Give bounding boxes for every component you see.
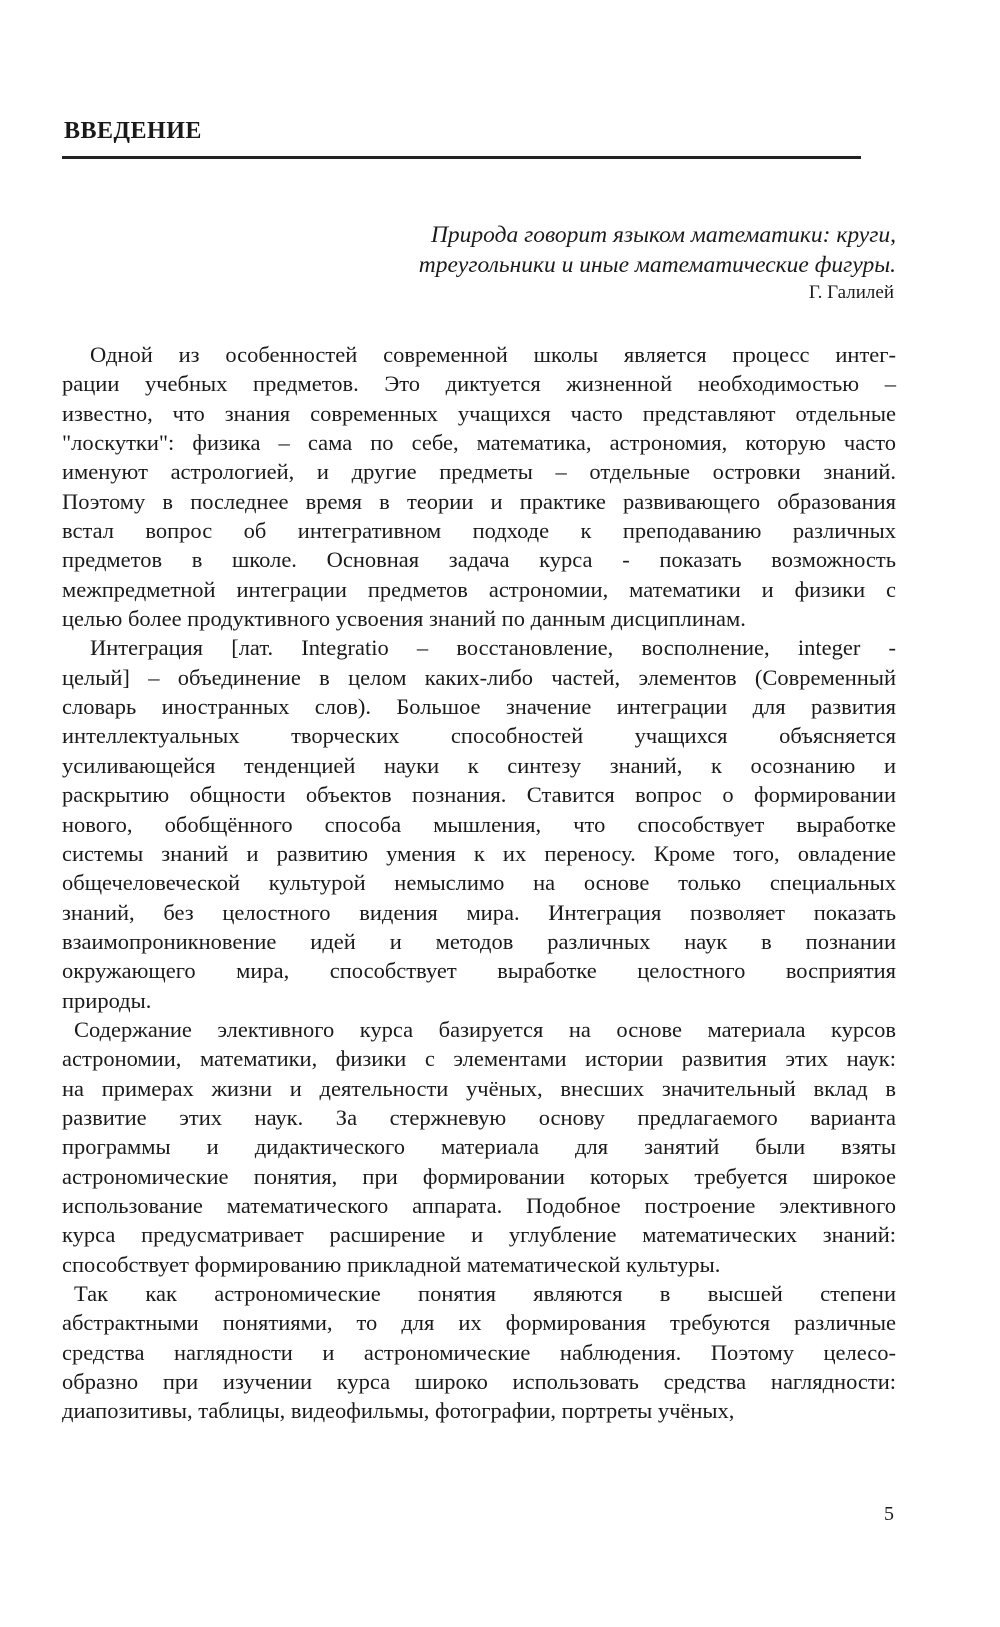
text-line: на примерах жизни и деятельности учёных, внесших значительный вклад в — [62, 1075, 896, 1101]
text-line: общечеловеческой культурой немыслимо на основе только специальных — [62, 870, 896, 896]
text-line: астрономические понятия, при формировании которых требуется широкое — [62, 1163, 896, 1189]
text-line: развитие этих наук. За стержневую основу предлагаемого варианта — [62, 1104, 896, 1130]
section-heading: ВВЕДЕНИЕ — [64, 118, 202, 144]
text-line: Содержание элективного курса базируется на основе материала курсов — [74, 1016, 896, 1042]
text-line: предметов в школе. Основная задача курса - показать возможность — [62, 547, 896, 573]
text-line: Поэтому в последнее время в теории и практике развивающего образования — [62, 488, 896, 514]
text-line: нового, обобщённого способа мышления, что способствует выработке — [62, 811, 896, 837]
text-line: целый] – объединение в целом каких-либо частей, элементов (Современный — [62, 664, 896, 690]
text-line: программы и дидактического материала для занятий были взяты — [62, 1134, 896, 1160]
text-line: способствует формированию прикладной математической культуры. — [62, 1251, 721, 1277]
text-line: интеллектуальных творческих способностей учащихся объясняется — [62, 723, 896, 749]
text-line: природы. — [62, 987, 152, 1013]
text-line: образно при изучении курса широко использовать средства наглядности: — [62, 1369, 896, 1395]
text-line: словарь иностранных слов). Большое значение интеграции для развития — [62, 694, 896, 720]
body-text — [62, 340, 896, 1426]
heading-rule — [62, 156, 861, 159]
text-line: курса предусматривает расширение и углубление математических знаний: — [62, 1222, 896, 1248]
text-line: Одной из особенностей современной школы является процесс интег- — [90, 342, 896, 367]
page-number: 5 — [884, 1503, 894, 1525]
text-line: усиливающейся тенденцией науки к синтезу знаний, к осознанию и — [62, 752, 896, 778]
text-line: известно, что знания современных учащихся часто представляют отдельные — [62, 400, 896, 426]
text-line: средства наглядности и астрономические наблюдения. Поэтому целесо- — [62, 1339, 896, 1365]
text-line: "лоскутки": физика – сама по себе, математика, астрономия, которую часто — [62, 430, 896, 456]
text-line: Так как астрономические понятия являются в высшей степени — [74, 1281, 896, 1306]
text-line: встал вопрос об интегративном подходе к преподаванию различных — [62, 518, 896, 544]
text-line: астрономии, математики, физики с элементами истории развития этих наук: — [62, 1046, 896, 1072]
text-line: Интеграция [лат. Integratio – восстановление, восполнение, integer - — [90, 635, 896, 661]
text-line: межпредметной интеграции предметов астрономии, математики и физики с — [62, 576, 896, 602]
text-line: раскрытию общности объектов познания. Ставится вопрос о формировании — [62, 782, 896, 808]
text-line: диапозитивы, таблицы, видеофильмы, фотографии, портреты учёных, — [62, 1398, 735, 1424]
text-line: системы знаний и развитию умения к их переносу. Кроме того, овладение — [62, 840, 896, 866]
text-line: рации учебных предметов. Это диктуется жизненной необходимостью – — [62, 371, 896, 397]
text-line: знаний, без целостного видения мира. Интеграция позволяет показать — [62, 899, 896, 925]
text-line: окружающего мира, способствует выработке целостного восприятия — [62, 958, 896, 984]
text-line: именуют астрологией, и другие предметы – отдельные островки знаний. — [62, 459, 896, 485]
text-line: абстрактными понятиями, то для их формирования требуются различные — [62, 1310, 896, 1336]
epigraph-author: Г. Галилей — [808, 282, 894, 303]
epigraph-line: Природа говорит языком математики: круги, — [430, 222, 896, 248]
text-line: целью более продуктивного усвоения знаний по данным дисциплинам. — [62, 606, 746, 632]
text-line: взаимопроникновение идей и методов различных наук в познании — [62, 928, 896, 954]
epigraph-line: треугольники и иные математические фигуры. — [418, 252, 896, 278]
text-line: использование математического аппарата. Подобное построение элективного — [62, 1192, 896, 1218]
